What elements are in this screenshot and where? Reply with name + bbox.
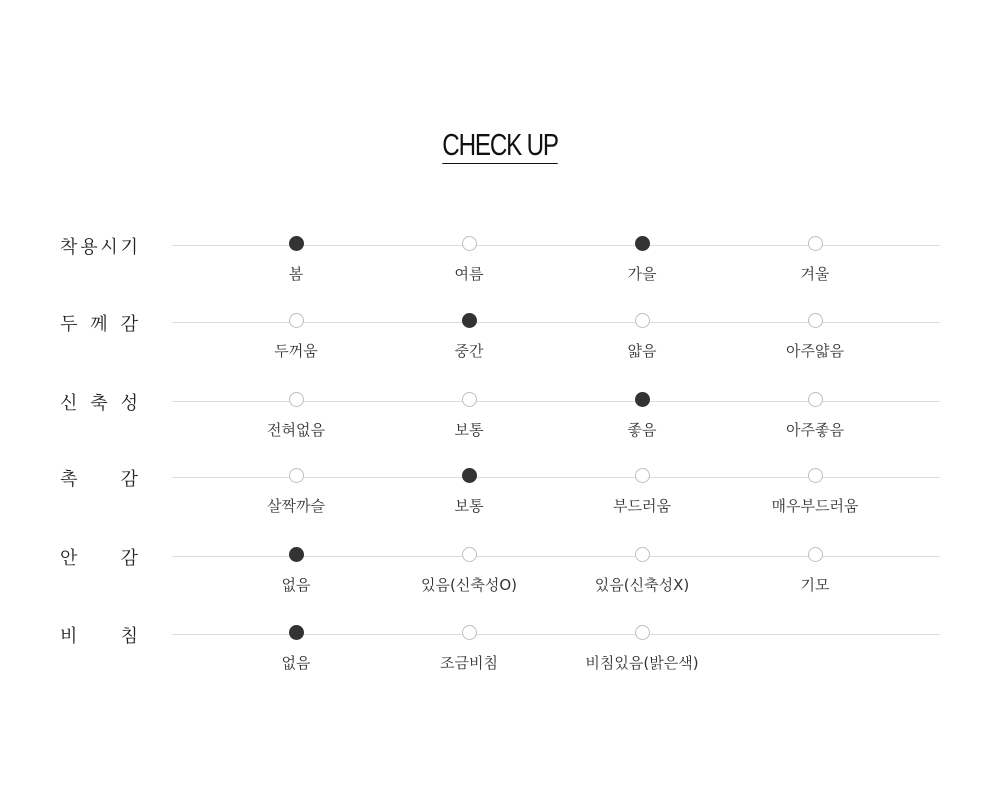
row-label-char: 신 [60,393,78,414]
option-season-1 [216,236,376,284]
row-label-char: 용 [80,237,98,258]
row-label-char: 침 [120,626,138,647]
option-label: 보통 [454,421,484,439]
row-label-char: 감 [120,314,138,335]
unselected-dot-icon [808,392,823,407]
option-elasticity-2 [389,392,549,440]
option-sheerness-1 [216,625,376,673]
row-label-char: 감 [120,469,138,490]
row-label [60,233,138,259]
row-label-char: 성 [120,393,138,414]
row-season [0,237,1000,305]
row-thickness [0,314,1000,382]
selected-dot-icon [635,236,650,251]
option-texture-3 [562,468,722,516]
option-thickness-4 [735,313,895,361]
option-label: 있음(신축성O) [421,576,517,594]
option-label: 여름 [454,265,484,283]
unselected-dot-icon [289,468,304,483]
option-label: 조금비침 [440,654,498,672]
row-label [60,310,138,336]
page-title: CHECK UP [442,127,558,162]
row-sheerness [0,626,1000,694]
option-label: 기모 [800,576,830,594]
option-label: 겨울 [800,265,830,283]
unselected-dot-icon [289,313,304,328]
unselected-dot-icon [635,625,650,640]
unselected-dot-icon [635,468,650,483]
option-texture-2 [389,468,549,516]
unselected-dot-icon [808,313,823,328]
option-label: 보통 [454,497,484,515]
unselected-dot-icon [808,468,823,483]
option-thickness-3 [562,313,722,361]
option-label: 없음 [281,576,311,594]
row-label [60,622,138,648]
option-elasticity-1 [216,392,376,440]
option-label: 부드러움 [613,497,671,515]
option-sheerness-3 [562,625,722,673]
row-texture [0,469,1000,537]
unselected-dot-icon [289,392,304,407]
option-lining-3 [562,547,722,595]
row-label-char: 기 [120,237,138,258]
row-label [60,465,138,491]
option-lining-4 [735,547,895,595]
unselected-dot-icon [635,313,650,328]
row-label-char: 안 [60,548,78,569]
row-label [60,544,138,570]
option-label: 아주좋음 [786,421,844,439]
option-label: 전혀없음 [267,421,325,439]
option-label: 가을 [627,265,657,283]
unselected-dot-icon [462,625,477,640]
option-season-3 [562,236,722,284]
selected-dot-icon [289,625,304,640]
unselected-dot-icon [462,392,477,407]
row-label-char: 촉 [60,469,78,490]
row-label-char: 감 [120,548,138,569]
option-label: 있음(신축성X) [594,576,690,594]
selected-dot-icon [462,468,477,483]
option-label: 얇음 [627,342,657,360]
option-elasticity-4 [735,392,895,440]
selected-dot-icon [289,236,304,251]
row-elasticity [0,393,1000,461]
row-label-char: 두 [60,314,78,335]
title-wrap [0,128,1000,164]
option-label: 살짝까슬 [267,497,325,515]
option-label: 아주얇음 [786,342,844,360]
option-label: 매우부드러움 [771,497,859,515]
unselected-dot-icon [808,547,823,562]
row-label-char: 시 [100,237,118,258]
row-label-char: 비 [60,626,78,647]
row-label-char: 착 [60,237,78,258]
selected-dot-icon [289,547,304,562]
unselected-dot-icon [462,236,477,251]
option-season-4 [735,236,895,284]
row-label-char: 께 [90,314,108,335]
option-label: 없음 [281,654,311,672]
row-label [60,389,138,415]
option-label: 두꺼움 [274,342,318,360]
row-label-char: 축 [90,393,108,414]
option-label: 비침있음(밝은색) [585,654,699,672]
option-lining-2 [389,547,549,595]
unselected-dot-icon [635,547,650,562]
row-lining [0,548,1000,616]
option-texture-4 [735,468,895,516]
option-season-2 [389,236,549,284]
option-thickness-1 [216,313,376,361]
option-label: 좋음 [627,421,657,439]
option-texture-1 [216,468,376,516]
option-elasticity-3 [562,392,722,440]
selected-dot-icon [462,313,477,328]
option-label: 중간 [454,342,484,360]
option-label: 봄 [288,265,304,283]
selected-dot-icon [635,392,650,407]
option-thickness-2 [389,313,549,361]
option-sheerness-2 [389,625,549,673]
unselected-dot-icon [462,547,477,562]
unselected-dot-icon [808,236,823,251]
option-lining-1 [216,547,376,595]
